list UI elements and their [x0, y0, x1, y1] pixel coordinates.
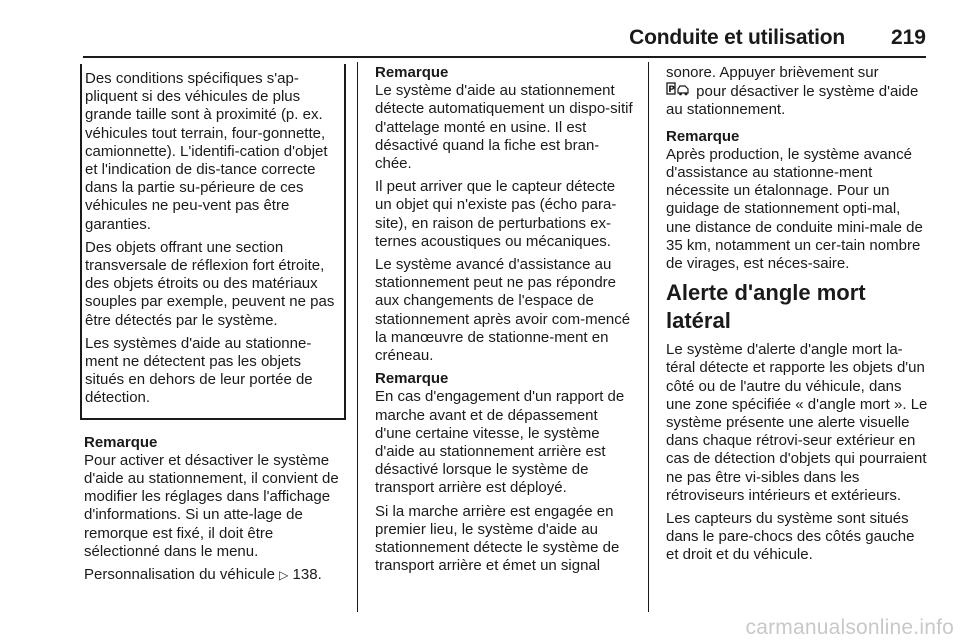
body-paragraph: Il peut arriver que le capteur détecte un objet qui n'existe pas (écho para-site), en raison de perturbations ex-ternes acoustiques ou mécaniques.: [375, 178, 617, 250]
note-paragraph: En cas d'engagement d'un rapport de marche avant et de dépassement d'une certaine vitesse, le système d'aide au stationnement arrière est désactivé lorsque le système de transport arrière est déployé.: [375, 388, 625, 497]
parking-assist-icon: [666, 82, 692, 96]
body-paragraph: Le système d'alerte d'angle mort la-téral détecte et rapporte les objets d'un côté ou de l'autre du véhicule, dans une zone spécifiée « d'angle mort ». Le système présente une alerte visuelle dans chaque rétrovi-seur extérieur en cas de détection d'objets qui pourraient ne pas être vi-sibles dans les rétroviseurs intérieurs et extérieurs.: [666, 341, 928, 504]
section-title: Conduite et utilisation: [629, 26, 845, 49]
note-label: Remarque: [666, 127, 740, 145]
note-paragraph: Le système d'aide au stationnement détecte automatiquement un dispo-sitif d'attelage monté en usine. Il est désactivé quand la fiche est bran-chée.: [375, 82, 633, 173]
note-text: Après production, le système avancé d'assistance au stationne-ment nécessite un étalonnage. Pour un guidage de stationnement opti-mal, une distance de conduite mini-male de 35 km, notamment un cer-tain nombre de virages, est néces-saire.: [666, 145, 923, 273]
caution-box: [80, 64, 346, 420]
reference-page: 138.: [292, 566, 322, 584]
svg-text:P: P: [668, 85, 675, 96]
body-paragraph: Les capteurs du système sont situés dans le pare-chocs des côtés gauche et droit et du véhicule.: [666, 510, 915, 564]
note-label: Remarque: [84, 433, 158, 451]
note-text: Pour activer et désactiver le système d'aide au stationnement, il convient de modifier les réglages dans l'affichage d'informations. Si un atte-lage de remorque est fixé, il doit être sélectionné dans le menu.: [84, 451, 339, 560]
column-1: [84, 64, 342, 589]
cross-reference: [84, 566, 342, 584]
continued-text-a: sonore. Appuyer brièvement sur: [666, 64, 879, 81]
box-paragraph: Les systèmes d'aide au stationne-ment ne détectent pas les objets situés en dehors de leur portée de détection.: [85, 334, 313, 407]
reference-text: Personnalisation du véhicule: [84, 566, 275, 584]
continued-paragraph: [666, 64, 928, 120]
header-rule: [83, 56, 926, 58]
body-paragraph: Le système avancé d'assistance au stationnement peut ne pas répondre aux changements de l'espace de stationnement après avoir com-mencé la manœuvre de stationne-ment en créneau.: [375, 256, 631, 365]
note-label: Remarque: [375, 64, 449, 81]
page-number: 219: [890, 26, 926, 49]
page-reference-arrow-icon: ▷: [279, 568, 289, 583]
column-divider-1: [357, 62, 358, 612]
section-heading: Alerte d'angle mort latéral: [666, 280, 866, 334]
box-paragraph: Des objets offrant une section transversale de réflexion fort étroite, des objets étroits ou des matériaux souples par exemple, peuvent ne pas être détectés par le système.: [85, 238, 335, 329]
watermark: carmanualsonline.info: [745, 616, 954, 639]
box-paragraph: Des conditions spécifiques s'ap-pliquent si des véhicules de plus grande taille sont à proximité (p. ex. véhicules tout terrain, four-gonnette, camionnette). L'identifi-cation d'objet et l'indication de dis-tance correcte dans la partie su-périeure de ces véhicules ne peu-vent pas être garanties.: [85, 70, 328, 233]
continued-text-b: pour désactiver le système d'aide au stationnement.: [666, 83, 919, 119]
body-paragraph: Si la marche arrière est engagée en premier lieu, le système d'aide au stationnement détecte le système de transport arrière et émet un signal: [375, 502, 620, 575]
column-3: [666, 64, 928, 570]
column-2: [375, 64, 633, 580]
column-divider-2: [648, 62, 649, 612]
note-label: Remarque: [375, 370, 449, 388]
page-header: [0, 0, 960, 60]
